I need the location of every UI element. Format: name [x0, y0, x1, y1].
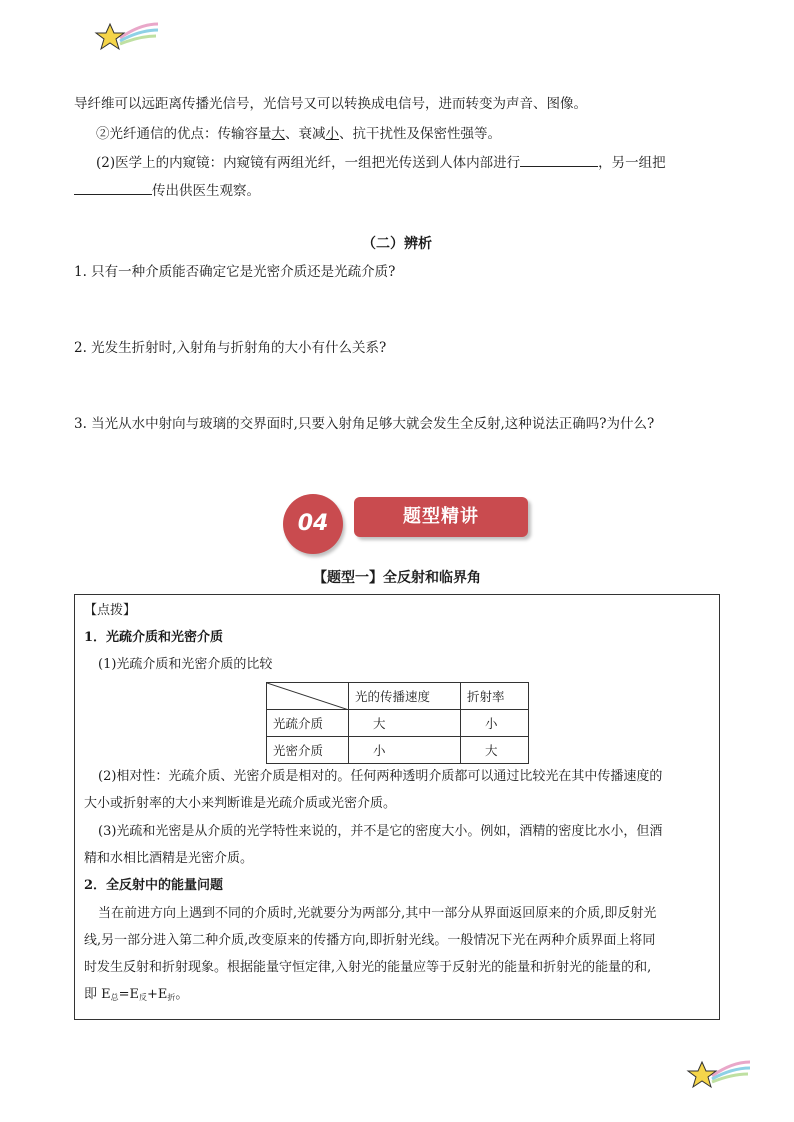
- paragraph: (2)医学上的内窥镜：内窥镜有两组光纤，一组把光传送到人体内部进行 ，另一组把: [96, 152, 666, 173]
- question: 2. 光发生折射时,入射角与折射角的大小有什么关系?: [74, 340, 387, 356]
- question: 1. 只有一种介质能否确定它是光密介质还是光疏介质?: [74, 264, 396, 280]
- box-heading: 1．光疏介质和光密介质: [84, 630, 224, 645]
- paragraph: 传出供医生观察。: [74, 180, 260, 201]
- paragraph: 导纤维可以远距离传播光信号，光信号又可以转换成电信号，进而转变为声音、图像。: [74, 96, 587, 112]
- diagonal-line: [267, 683, 349, 710]
- table-cell: 大: [349, 710, 461, 737]
- box-paragraph: 时发生反射和折射现象。根据能量守恒定律,入射光的能量应等于反射光的能量和折射光的能量的和,: [84, 960, 652, 975]
- box-paragraph: 线,另一部分进入第二种介质,改变原来的传播方向,即折射光线。一般情况下光在两种介质界面上将同: [84, 933, 656, 948]
- table-cell: 小: [461, 710, 529, 737]
- question: 3. 当光从水中射向与玻璃的交界面时,只要入射角足够大就会发生全反射,这种说法正确吗?为什么?: [74, 416, 655, 432]
- table-cell: 大: [461, 737, 529, 764]
- table-header: 光的传播速度: [349, 683, 461, 710]
- table-corner: [267, 683, 349, 710]
- box-paragraph: (2)相对性：光疏介质、光密介质是相对的。任何两种透明介质都可以通过比较光在其中传播速度的: [98, 769, 663, 784]
- topic-title: 【题型一】全反射和临界角: [313, 570, 481, 586]
- box-paragraph: 大小或折射率的大小来判断谁是光疏介质或光密介质。: [84, 796, 397, 811]
- table-row: [267, 710, 529, 737]
- star-icon: [684, 1056, 754, 1096]
- box-label: 【点拨】: [84, 603, 137, 618]
- table-header: 折射率: [461, 683, 529, 710]
- box-paragraph: 当在前进方向上遇到不同的介质时,光就要分为两部分,其中一部分从界面返回原来的介质,即反射光: [98, 906, 657, 921]
- section-title: （二）辨析: [362, 236, 432, 252]
- box-paragraph: (3)光疏和光密是从介质的光学特性来说的，并不是它的密度大小。例如，酒精的密度比水小，但酒: [98, 824, 663, 839]
- box-paragraph: 精和水相比酒精是光密介质。: [84, 851, 254, 866]
- box-subheading: (1)光疏介质和光密介质的比较: [98, 657, 273, 672]
- paragraph: ②光纤通信的优点：传输容量大、衰减小、抗干扰性及保密性强等。: [96, 126, 501, 142]
- fill-blank: [520, 152, 598, 167]
- table-row: [267, 737, 529, 764]
- banner-label: 题型精讲: [403, 506, 479, 527]
- energy-equation: 即 $E_总=E_反+E_折$。: [84, 987, 189, 1002]
- comparison-table: [266, 682, 529, 764]
- box-heading: 2．全反射中的能量问题: [84, 878, 224, 893]
- banner-number: 04: [297, 511, 329, 536]
- star-icon: [92, 18, 162, 58]
- table-cell: 光密介质: [267, 737, 349, 764]
- table-cell: 小: [349, 737, 461, 764]
- table-cell: 光疏介质: [267, 710, 349, 737]
- fill-blank: [74, 180, 152, 195]
